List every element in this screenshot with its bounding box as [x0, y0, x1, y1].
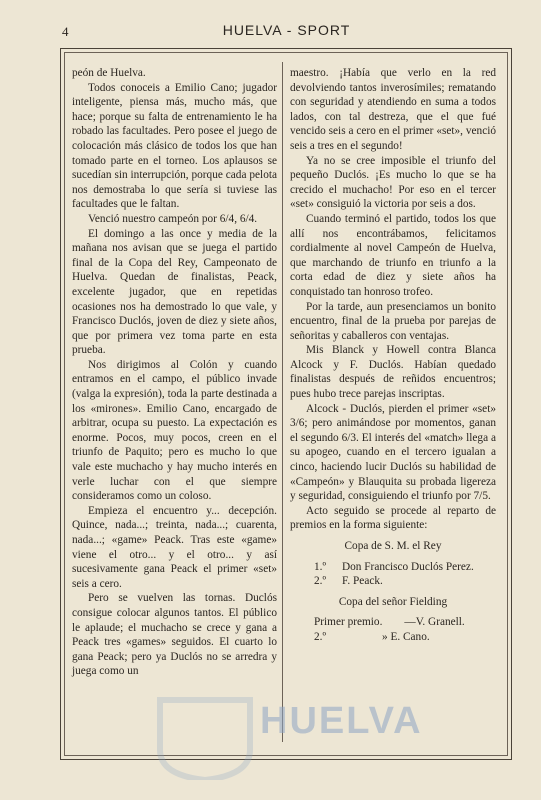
cup1-name-2: F. Peack. — [342, 575, 383, 588]
left-paragraph: Pero se vuelven las tornas. Duclós consigue colocar algunos tantos. El público le aplaude; el muchacho se crece y gana a Peack tres «games» seguidos. El cuarto lo gana Peack; pero ya Duclós no se arredra y juega como un — [72, 592, 277, 678]
right-paragraph: Mis Blanck y Howell contra Blanca Alcock y F. Duclós. Habían quedado finalistas después de reñidos encuentros; pues hubo trece parejas inscriptas. — [290, 344, 496, 401]
watermark-text: HUELVA — [260, 700, 423, 742]
right-paragraph: Alcock - Duclós, pierden el primer «set» 3/6; pero animándose por momentos, ganan el segundo 6/3. El interés del «match» llega a su apogeo, cuando en el tercero igualan a cinco, haciendo lucir Duclós su habilidad de «Campeón» y Blauquita su probada ligereza y seguridad, consiguiendo el triunfo por 7/5. — [290, 402, 496, 503]
left-paragraph: Venció nuestro campeón por 6/4, 6/4. — [88, 212, 258, 225]
right-paragraph: Por la tarde, aun presenciamos un bonito encuentro, final de la prueba por parejas de señoritas y caballeros con ventajas. — [290, 300, 496, 342]
left-column — [72, 66, 277, 679]
cup1-entry-2 — [290, 574, 496, 589]
left-paragraph: El domingo a las once y media de la mañana nos avisan que se juega el partido final de la Copa del Rey, Campeonato de Huelva. Quedan de finalistas, Peack, excelente jugador, que en repetidas ocasiones nos ha demostrado lo que vale, y Francisco Duclós, joven de diez y siete años, que por primera vez toma parte en esta prueba. — [72, 227, 277, 357]
masthead: HUELVA - SPORT — [222, 22, 351, 38]
column-divider — [282, 62, 283, 742]
cup2-entry-1 — [290, 615, 496, 630]
right-paragraph: Acto seguido se procede al reparto de premios en la forma siguiente: — [290, 504, 496, 532]
cup2-rank-2: 2.º — [314, 630, 326, 643]
cup2-rank-1: Primer premio. — [314, 616, 383, 629]
right-column — [290, 66, 496, 645]
cup1-title: Copa de S. M. el Rey — [344, 540, 442, 552]
left-paragraph: peón de Huelva. — [72, 67, 146, 79]
page-number: 4 — [62, 24, 69, 39]
left-paragraph: Nos dirigimos al Colón y cuando entramos en el campo, el público invade (valga la expresión), toda la parte destinada a los «mirones». Emilio Cano, encargado de arbitrar, ocupa su puesto. La expectación es enorme. Pocos, muy pocos, creen en el triunfo de Paquito; pero es mucho lo que vale este muchacho y hay mucho interés en verle luchar con el que siempre consideramos como un coloso. — [72, 358, 277, 503]
cup2-entry-2 — [290, 630, 496, 645]
left-paragraph: Empieza el encuentro y... decepción. Quince, nada...; treinta, nada...; cuarenta, nada...; «game» Peack. Tras este «game» viene el otro... y el otro... y así sucesivamente gana Peack el primer «set» seis a cero. — [72, 504, 277, 590]
cup2-title: Copa del señor Fielding — [338, 595, 448, 608]
right-paragraph: maestro. ¡Había que verlo en la red devolviendo tantos inverosímiles; rematando con seguridad y atendiendo en suma a todos lados, con tal destreza, que el que fué vencido seis a cero en el primer «set», venció seis a tres en el segundo! — [290, 67, 496, 152]
cup2-name-2: » E. Cano. — [381, 630, 430, 643]
left-paragraph: Todos conoceis a Emilio Cano; jugador inteligente, piensa más, mucho más, que hace; porque su falta de entrenamiento le ha robado las facultades. Pero posee el juego de colocación más clásico de todos los que han tomado parte en el torneo. Los aplausos se sucedían sin interrupción, porque cada pelota nos demostraba lo que sería si tuviese las facultades que le faltan. — [72, 81, 277, 211]
cup1-entry-1 — [290, 560, 496, 575]
cup1-name-1: Don Francisco Duclós Perez. — [342, 560, 474, 573]
right-paragraph: Ya no se cree imposible el triunfo del pequeño Duclós. ¡Es mucho lo que se ha crecido el muchacho! Por eso en el tercer «set» consiguió la victoria por seis a dos. — [290, 154, 496, 211]
right-paragraph: Cuando terminó el partido, todos los que allí nos encontrábamos, felicitamos cordialmente al novel Campeón de Huelva, que marchando de triunfo en triunfo a la corta edad de diez y siete años ha conquistado tan honroso trofeo. — [290, 212, 496, 298]
cup1-rank-1: 1.º — [314, 560, 326, 573]
cup1-rank-2: 2.º — [314, 575, 326, 588]
page-header — [62, 22, 511, 44]
cup2-name-1: —V. Granell. — [404, 616, 465, 629]
